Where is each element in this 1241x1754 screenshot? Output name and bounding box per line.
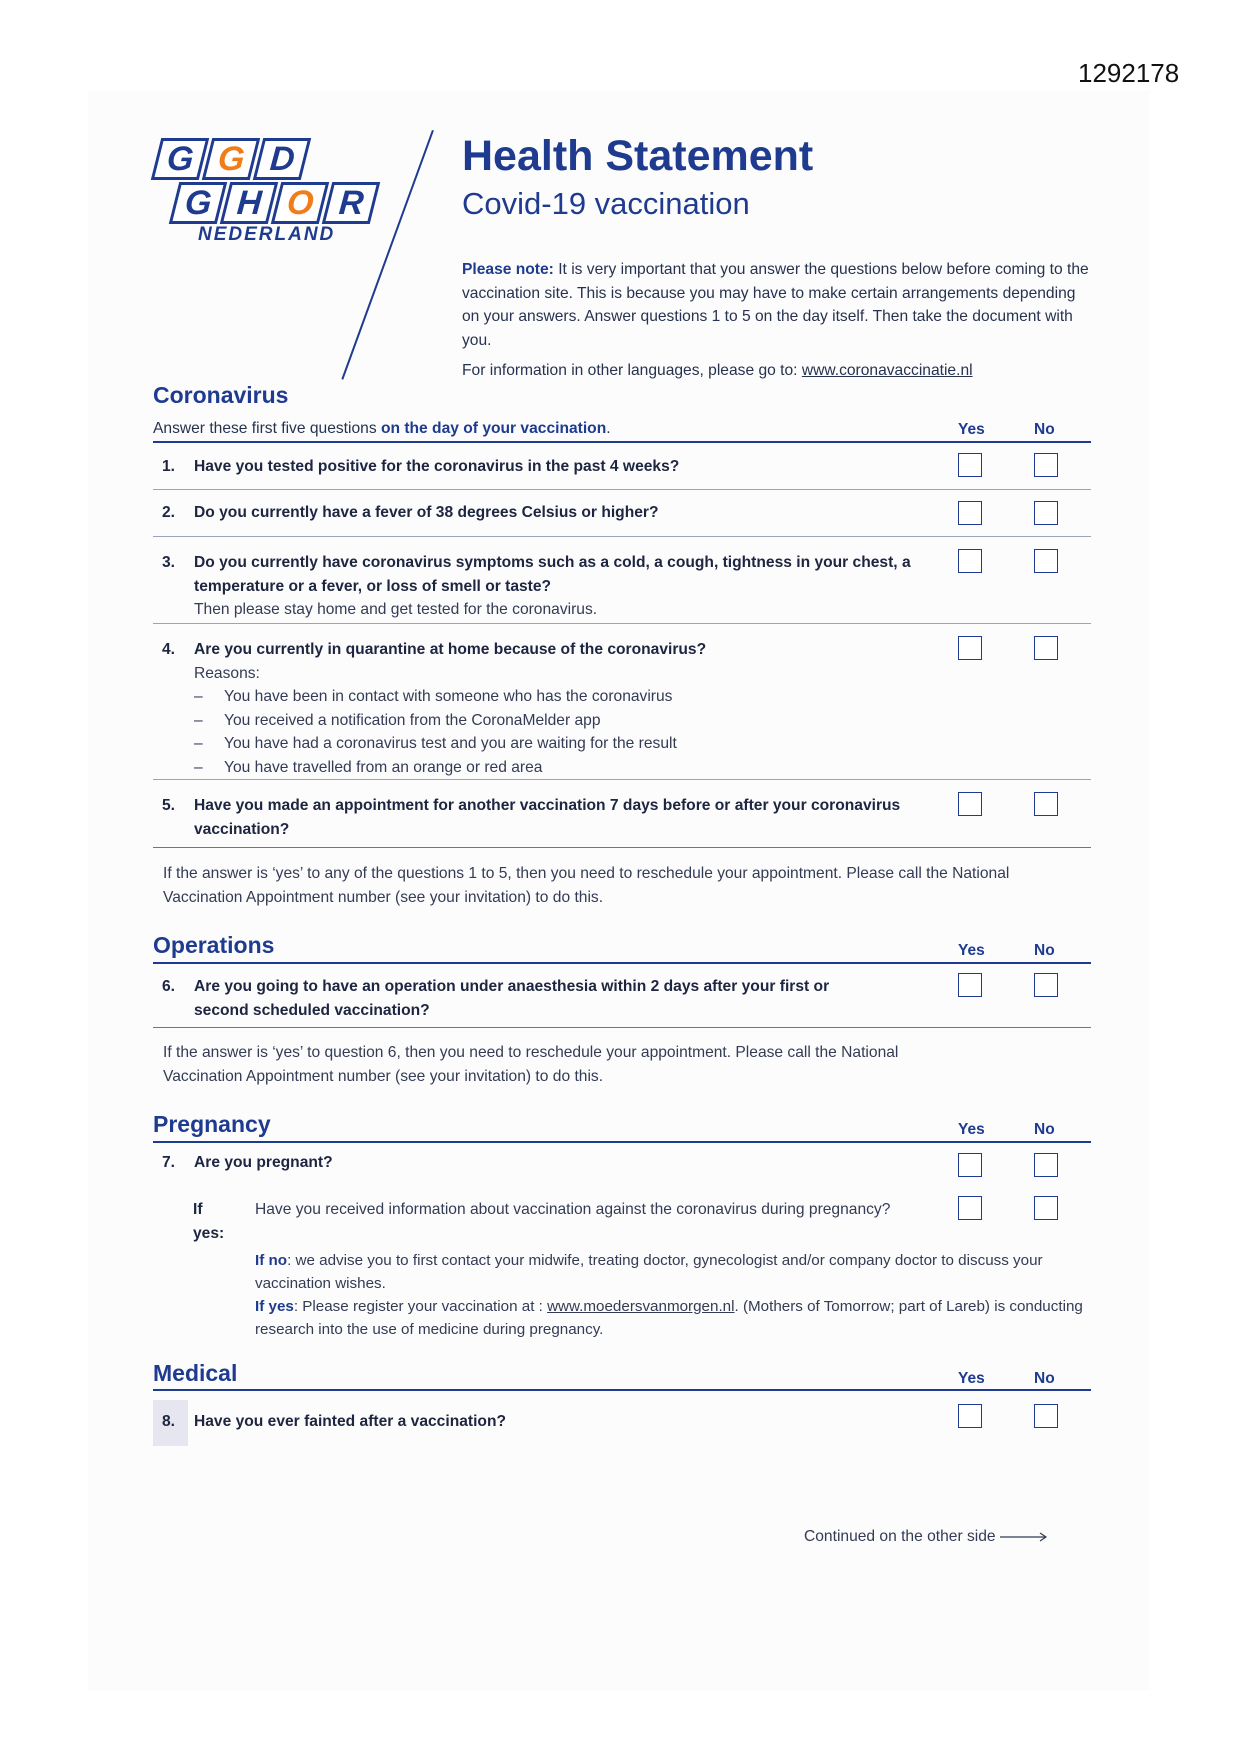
coronavirus-intro: Answer these first five questions on the day of your vaccination.	[153, 420, 611, 437]
yes-header: Yes	[958, 421, 985, 438]
intro-note: Please note: It is very important that you answer the questions below before coming to the vaccination site. This is because you may have to make certain arrangements depending on your answers. Answer questions 1 to 5 on the day itself. Then take the document with you.	[462, 261, 1089, 349]
operations-reschedule-note: If the answer is ‘yes’ to question 6, then you need to reschedule your appointment. Please call the National Vaccination Appointment number (see your invitation) to do this.	[163, 1044, 899, 1085]
if-no-advice: If no: we advise you to first contact your midwife, treating doctor, gynecologist and/or company doctor to discuss your vaccination wishes.	[255, 1252, 1043, 1292]
q1-no-checkbox[interactable]	[1034, 453, 1058, 477]
section-title-operations: Operations	[153, 932, 275, 958]
yes-header: Yes	[958, 1121, 985, 1138]
section-rule	[153, 441, 1091, 443]
q8-yes-checkbox[interactable]	[958, 1404, 982, 1428]
no-header: No	[1034, 1370, 1055, 1387]
q5-no-checkbox[interactable]	[1034, 792, 1058, 816]
question-2: 2. Do you currently have a fever of 38 degrees Celsius or higher?	[162, 504, 659, 521]
yes-header: Yes	[958, 942, 985, 959]
question-8: 8. Have you ever fainted after a vaccination?	[162, 1413, 506, 1430]
q7b-no-checkbox[interactable]	[1034, 1196, 1058, 1220]
q4-no-checkbox[interactable]	[1034, 636, 1058, 660]
coronavirus-reschedule-note: If the answer is ‘yes’ to any of the questions 1 to 5, then you need to reschedule your appointment. Please call the National Vaccination Appointment number (see your invitation) to do this.	[163, 865, 1010, 906]
q4-yes-checkbox[interactable]	[958, 636, 982, 660]
q5-yes-checkbox[interactable]	[958, 792, 982, 816]
ggd-ghor-logo: G G D G H O R NEDERLAND	[152, 138, 342, 248]
moedersvanmorgen-link[interactable]: www.moedersvanmorgen.nl	[547, 1298, 735, 1315]
coronavaccinatie-link[interactable]: www.coronavaccinatie.nl	[801, 362, 973, 379]
q6-no-checkbox[interactable]	[1034, 973, 1058, 997]
question-3: 3. Do you currently have coronavirus symptoms such as a cold, a cough, tightness in your chest, a temperature or a fever, or loss of smell or taste? Then please stay home and get tested for the coronavirus.	[162, 554, 911, 618]
q8-no-checkbox[interactable]	[1034, 1404, 1058, 1428]
question-6: 6. Are you going to have an operation under anaesthesia within 2 days after your first or second scheduled vaccination?	[162, 978, 830, 1019]
section-title-coronavirus: Coronavirus	[153, 382, 289, 408]
q6-yes-checkbox[interactable]	[958, 973, 982, 997]
page-title: Health Statement	[462, 132, 814, 180]
continued-note: Continued on the other side	[804, 1528, 1048, 1546]
q2-yes-checkbox[interactable]	[958, 501, 982, 525]
if-yes-register: If yes: Please register your vaccination at : www.moedersvanmorgen.nl. (Mothers of Tomorrow; part of Lareb) is conducting research into the use of medicine during pregnancy.	[255, 1298, 1083, 1338]
section-title-pregnancy: Pregnancy	[153, 1111, 271, 1137]
yes-header: Yes	[958, 1370, 985, 1387]
question-7: 7. Are you pregnant?	[162, 1154, 333, 1171]
q2-no-checkbox[interactable]	[1034, 501, 1058, 525]
q4-reasons-list: – You have been in contact with someone who has the coronavirus – You received a notification from the CoronaMelder app – You have had a coronavirus test and you are waiting for the result – You have travelled from an orange or red area	[194, 685, 942, 779]
q7b-yes-checkbox[interactable]	[958, 1196, 982, 1220]
question-4: 4. Are you currently in quarantine at home because of the coronavirus? Reasons: – You have been in contact with someone who has the coronavirus – You received a notification from the CoronaMelder app – You have had a coronavirus test and you are waiting for the result – You have travelled from an orange or red area	[162, 638, 942, 779]
section-title-medical: Medical	[153, 1360, 238, 1386]
no-header: No	[1034, 421, 1055, 438]
q3-yes-checkbox[interactable]	[958, 549, 982, 573]
q7-yes-checkbox[interactable]	[958, 1153, 982, 1177]
q3-no-checkbox[interactable]	[1034, 549, 1058, 573]
question-5: 5. Have you made an appointment for another vaccination 7 days before or after your coronavirus vaccination?	[162, 797, 901, 838]
q1-yes-checkbox[interactable]	[958, 453, 982, 477]
no-header: No	[1034, 942, 1055, 959]
question-1: 1. Have you tested positive for the coronavirus in the past 4 weeks?	[162, 458, 680, 475]
q7-no-checkbox[interactable]	[1034, 1153, 1058, 1177]
document-id: 1292178	[1078, 58, 1180, 88]
page-subtitle: Covid-19 vaccination	[462, 186, 750, 221]
no-header: No	[1034, 1121, 1055, 1138]
arrow-right-icon	[1000, 1532, 1048, 1542]
language-info: For information in other languages, please go to: www.coronavaccinatie.nl	[462, 362, 973, 379]
